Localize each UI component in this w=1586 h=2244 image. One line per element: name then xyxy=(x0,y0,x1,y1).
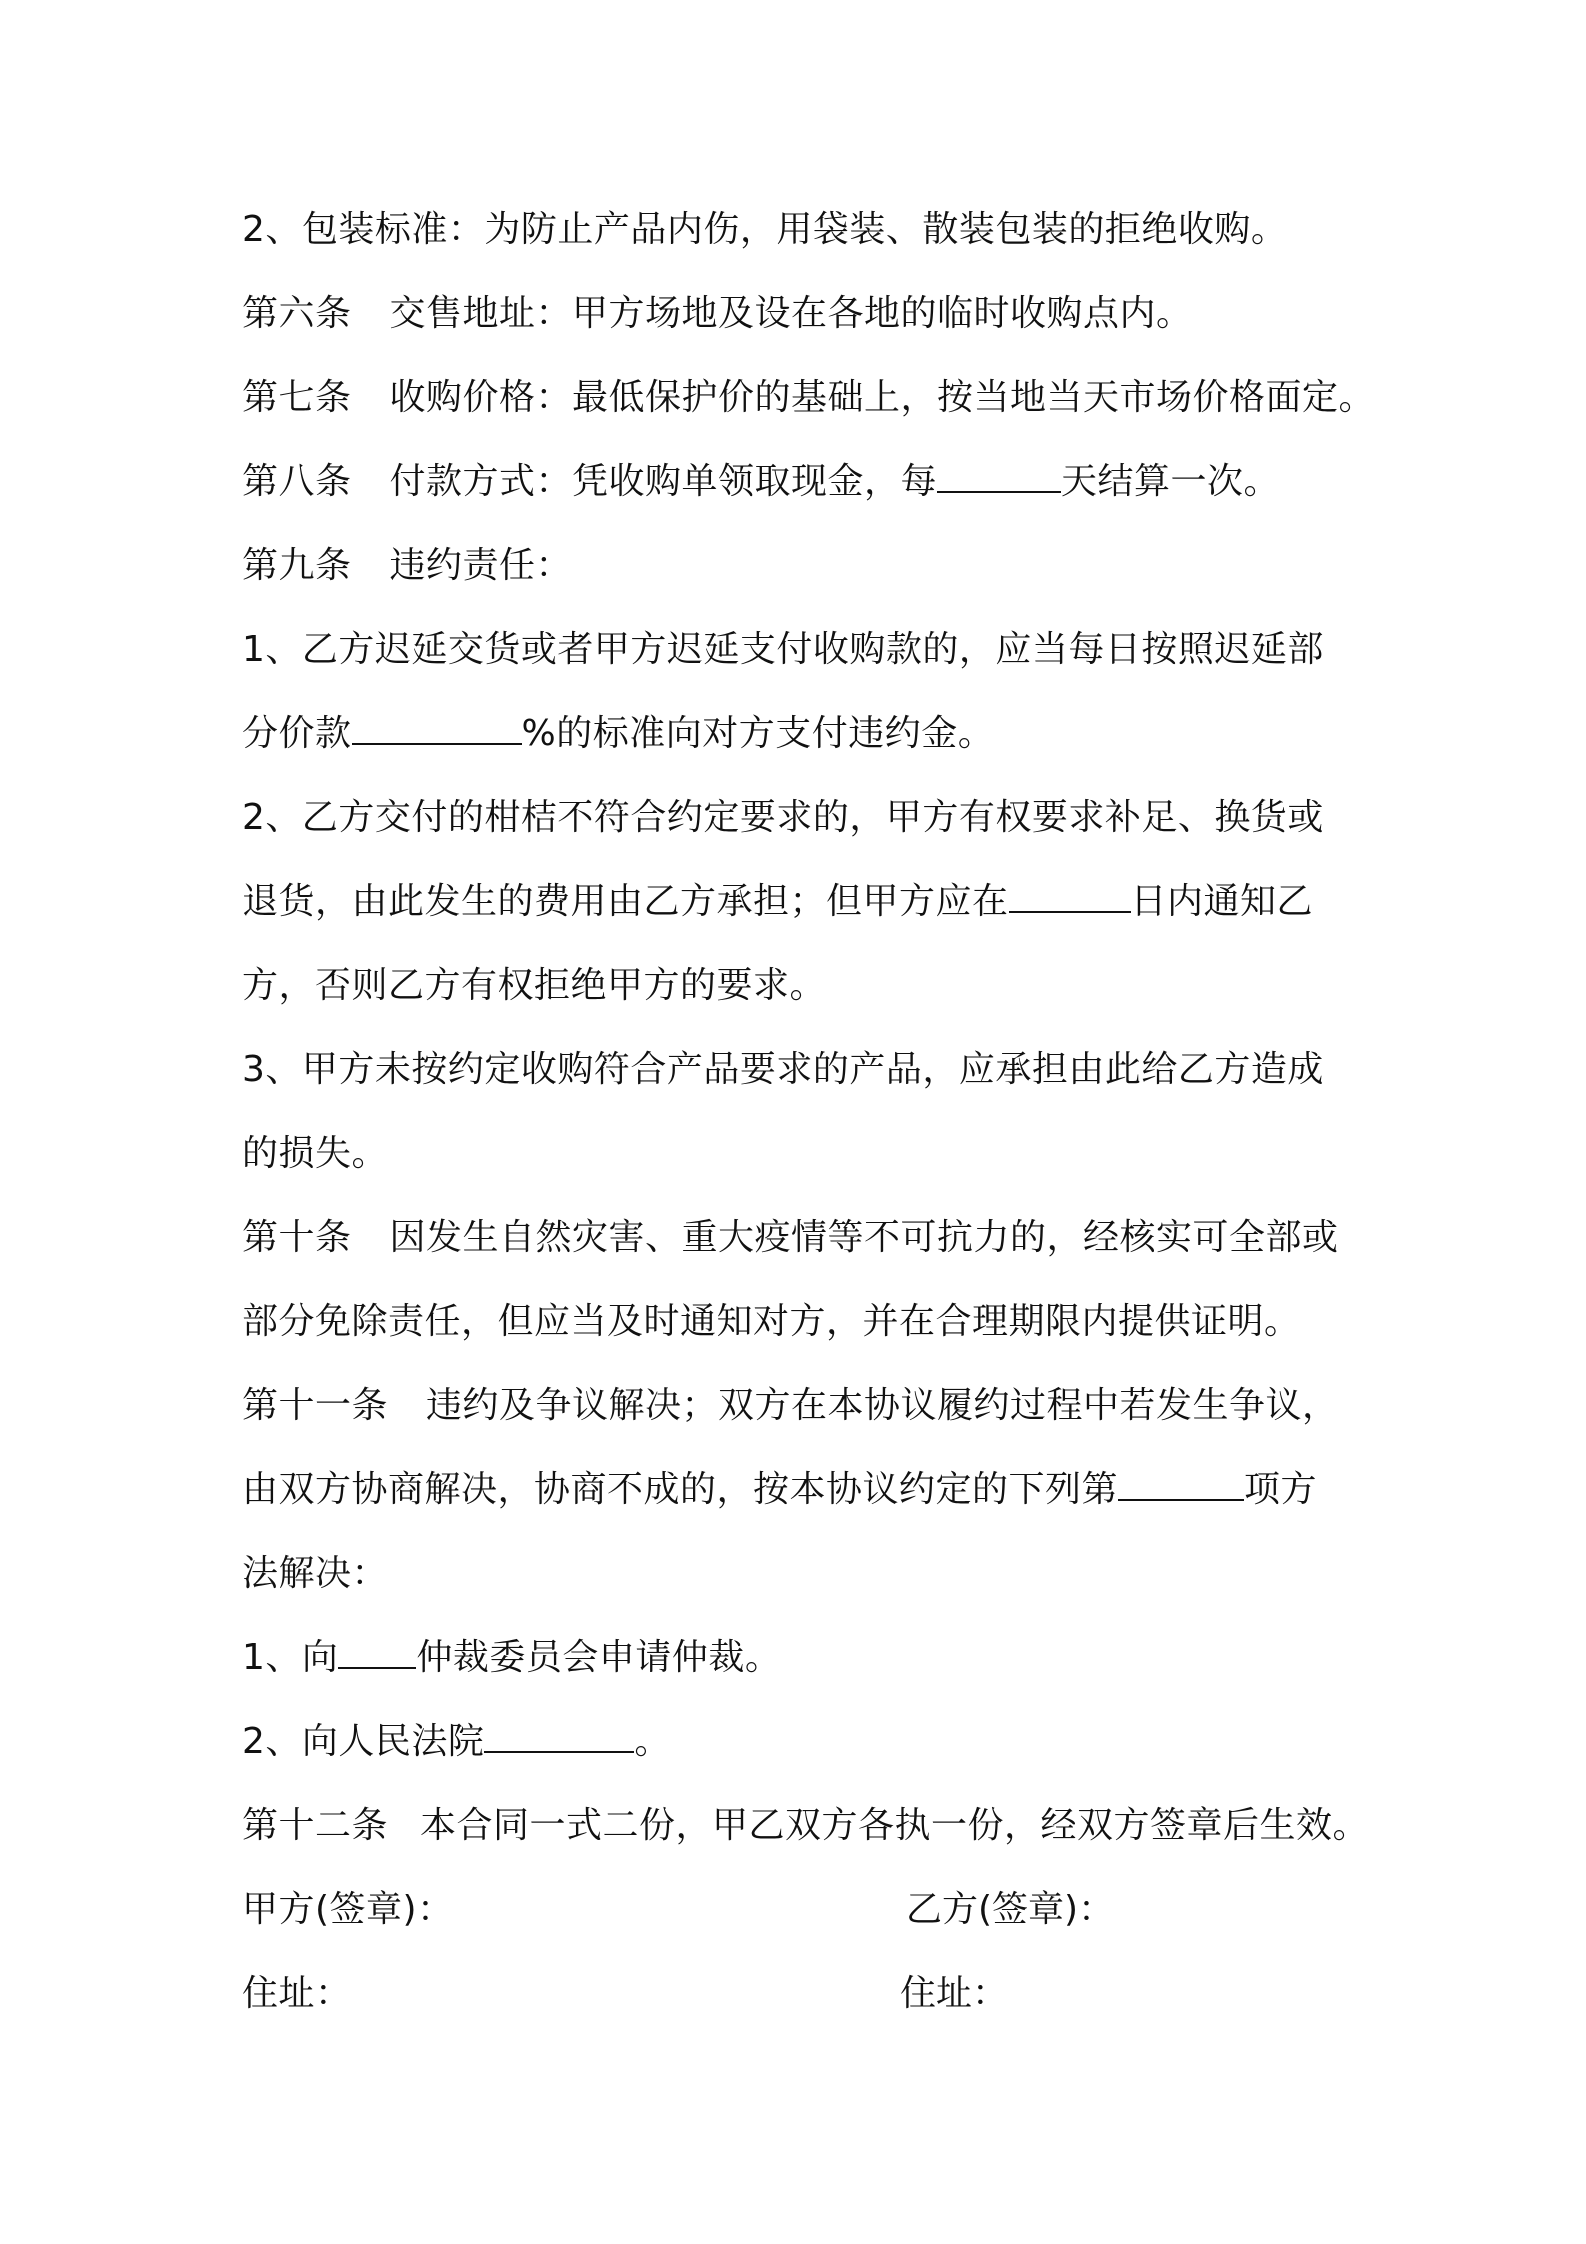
article-number: 第七条 xyxy=(242,377,352,418)
article-11-line-3 xyxy=(242,1550,1362,1598)
article-9 xyxy=(242,542,1362,590)
article-number: 第六条 xyxy=(242,293,352,334)
liability-item-3-line-2 xyxy=(242,1130,1362,1178)
article-number: 第十条 xyxy=(242,1217,352,1258)
blank-percent-field[interactable] xyxy=(352,713,522,745)
party-a-address-label: 住址： xyxy=(242,1973,352,2014)
article-7 xyxy=(242,374,1376,422)
clause-text: 部分免除责任，但应当及时通知对方，并在合理期限内提供证明。 xyxy=(242,1301,1301,1342)
packaging-standard-clause xyxy=(242,206,1362,254)
blank-method-field[interactable] xyxy=(1118,1469,1244,1501)
article-10-line-2 xyxy=(242,1298,1362,1346)
article-number: 第八条 xyxy=(242,461,352,502)
party-a-signature-label: 甲方(签章)： xyxy=(242,1889,454,1930)
clause-text: 付款方式：凭收购单领取现金，每 xyxy=(389,461,938,502)
clause-text: 违约及争议解决；双方在本协议履约过程中若发生争议， xyxy=(426,1385,1339,1426)
clause-text: 2、包装标准：为防止产品内伤，用袋装、散装包装的拒绝收购。 xyxy=(242,209,1288,250)
article-11-line-1 xyxy=(242,1382,1362,1430)
party-b-address-label: 住址： xyxy=(900,1973,1009,2014)
article-number: 第九条 xyxy=(242,545,352,586)
blank-court-field[interactable] xyxy=(484,1721,634,1753)
clause-text: 的损失。 xyxy=(242,1133,389,1174)
clause-text: 分价款 xyxy=(242,713,352,754)
clause-text: 因发生自然灾害、重大疫情等不可抗力的，经核实可全部或 xyxy=(389,1217,1339,1258)
clause-text: 仲裁委员会申请仲裁。 xyxy=(416,1637,782,1678)
clause-text: 天结算一次。 xyxy=(1061,461,1281,502)
clause-text: 违约责任： xyxy=(389,545,573,586)
blank-arbitration-field[interactable] xyxy=(338,1637,416,1669)
article-8 xyxy=(242,458,1362,506)
dispute-option-2 xyxy=(242,1718,1362,1766)
clause-text: 3、甲方未按约定收购符合产品要求的产品，应承担由此给乙方造成 xyxy=(242,1049,1324,1090)
blank-notice-days-field[interactable] xyxy=(1009,881,1131,913)
clause-text: 2、乙方交付的柑桔不符合约定要求的，甲方有权要求补足、换货或 xyxy=(242,797,1324,838)
liability-item-2-line-1 xyxy=(242,794,1362,842)
clause-text: 1、乙方迟延交货或者甲方迟延支付收购款的，应当每日按照迟延部 xyxy=(242,629,1324,670)
clause-text: 由双方协商解决，协商不成的，按本协议约定的下列第 xyxy=(242,1469,1119,1510)
clause-text: 项方 xyxy=(1244,1469,1318,1510)
clause-text: 日内通知乙 xyxy=(1130,881,1314,922)
clause-text: %的标准向对方支付违约金。 xyxy=(521,713,995,754)
article-6 xyxy=(242,290,1362,338)
dispute-option-1 xyxy=(242,1634,1362,1682)
liability-item-2-line-2 xyxy=(242,878,1362,926)
liability-item-3-line-1 xyxy=(242,1046,1362,1094)
article-number: 第十二条 xyxy=(242,1805,389,1846)
clause-text: 本合同一式二份，甲乙双方各执一份，经双方签章后生效。 xyxy=(420,1805,1370,1846)
party-b-signature-label: 乙方(签章)： xyxy=(906,1889,1115,1930)
clause-text: 退货，由此发生的费用由乙方承担；但甲方应在 xyxy=(242,881,1009,922)
article-number: 第十一条 xyxy=(242,1385,389,1426)
liability-item-1-line-1 xyxy=(242,626,1362,674)
liability-item-2-line-3 xyxy=(242,962,1362,1010)
clause-text: 法解决： xyxy=(242,1553,389,1594)
blank-days-field[interactable] xyxy=(937,461,1061,493)
clause-text: 1、向 xyxy=(242,1637,339,1678)
article-12 xyxy=(242,1802,1370,1850)
clause-text: 收购价格：最低保护价的基础上，按当地当天市场价格面定。 xyxy=(389,377,1376,418)
article-11-line-2 xyxy=(242,1466,1362,1514)
clause-text: 2、向人民法院 xyxy=(242,1721,485,1762)
clause-text: 方，否则乙方有权拒绝甲方的要求。 xyxy=(242,965,827,1006)
clause-text: 。 xyxy=(634,1721,671,1762)
clause-text: 交售地址：甲方场地及设在各地的临时收购点内。 xyxy=(389,293,1193,334)
liability-item-1-line-2 xyxy=(242,710,1362,758)
article-10-line-1 xyxy=(242,1214,1362,1262)
